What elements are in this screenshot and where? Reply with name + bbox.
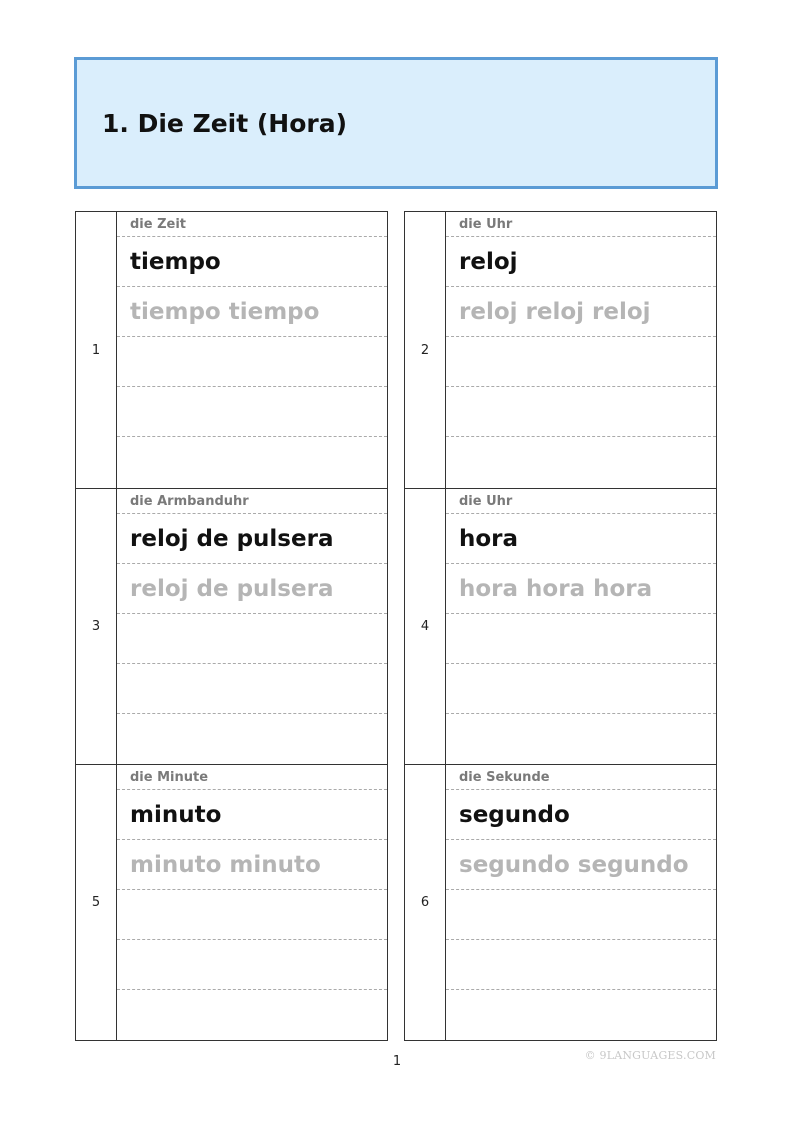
blank-line	[117, 437, 387, 487]
card-number: 5	[76, 765, 117, 1040]
card-word: segundo	[446, 790, 716, 840]
page-title: 1. Die Zeit (Hora)	[102, 109, 348, 138]
card-trace: segundo segundo	[446, 840, 716, 890]
blank-line	[446, 940, 716, 990]
writing-lines	[117, 765, 387, 1040]
card-hint: die Uhr	[446, 212, 716, 237]
blank-line	[117, 890, 387, 940]
card-number: 6	[405, 765, 446, 1040]
card-trace: reloj reloj reloj	[446, 287, 716, 337]
blank-line	[117, 940, 387, 990]
copyright-notice: © 9LANGUAGES.COM	[584, 1049, 716, 1062]
card-hint: die Zeit	[117, 212, 387, 237]
blank-line	[446, 990, 716, 1040]
page-number: 1	[392, 1054, 402, 1069]
card-number: 2	[405, 212, 446, 488]
card-trace: minuto minuto	[117, 840, 387, 890]
blank-line	[117, 714, 387, 764]
blank-line	[117, 387, 387, 437]
blank-line	[446, 664, 716, 714]
blank-line	[117, 664, 387, 714]
blank-line	[117, 990, 387, 1040]
blank-line	[446, 614, 716, 664]
writing-lines	[446, 489, 716, 764]
vocab-card	[75, 489, 388, 765]
card-word: reloj	[446, 237, 716, 287]
vocab-card	[404, 211, 717, 489]
blank-line	[446, 437, 716, 487]
writing-lines	[446, 765, 716, 1040]
writing-lines	[117, 489, 387, 764]
card-hint: die Armbanduhr	[117, 489, 387, 514]
blank-line	[446, 890, 716, 940]
vocab-card	[404, 765, 717, 1041]
writing-lines	[117, 212, 387, 488]
card-hint: die Minute	[117, 765, 387, 790]
card-trace: tiempo tiempo	[117, 287, 387, 337]
card-number: 1	[76, 212, 117, 488]
blank-line	[117, 337, 387, 387]
writing-lines	[446, 212, 716, 488]
card-hint: die Sekunde	[446, 765, 716, 790]
title-box	[74, 57, 718, 189]
vocab-card	[404, 489, 717, 765]
card-word: hora	[446, 514, 716, 564]
blank-line	[446, 387, 716, 437]
vocab-card	[75, 765, 388, 1041]
blank-line	[446, 714, 716, 764]
left-column	[75, 211, 388, 1041]
card-trace: hora hora hora	[446, 564, 716, 614]
card-trace: reloj de pulsera	[117, 564, 387, 614]
right-column	[404, 211, 717, 1041]
card-word: reloj de pulsera	[117, 514, 387, 564]
card-number: 4	[405, 489, 446, 764]
card-number: 3	[76, 489, 117, 764]
vocab-card	[75, 211, 388, 489]
blank-line	[446, 337, 716, 387]
card-word: minuto	[117, 790, 387, 840]
card-word: tiempo	[117, 237, 387, 287]
card-hint: die Uhr	[446, 489, 716, 514]
blank-line	[117, 614, 387, 664]
